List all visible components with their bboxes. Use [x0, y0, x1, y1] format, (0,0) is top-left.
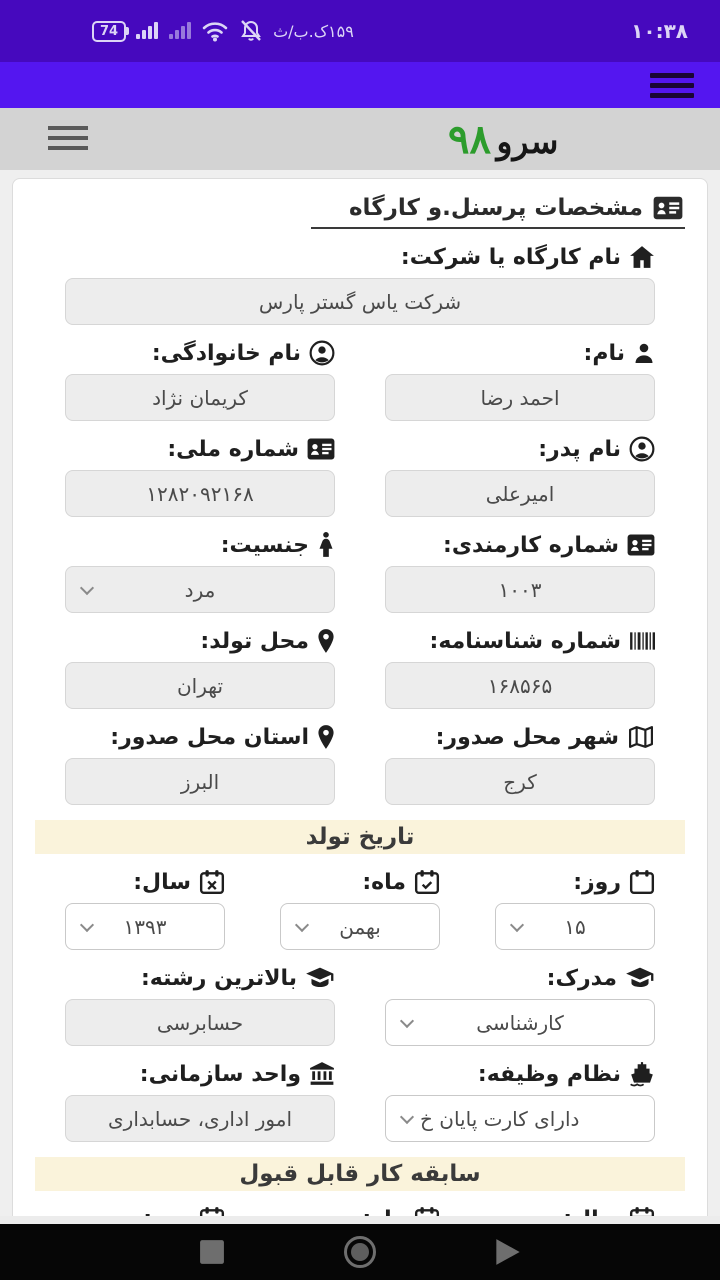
- birth-day-label: روز:: [495, 867, 655, 897]
- study-field-input[interactable]: حسابرسی: [65, 999, 335, 1046]
- chevron-down-icon: [80, 580, 94, 594]
- birth-month-select[interactable]: بهمن: [280, 903, 440, 950]
- issue-city-input[interactable]: کرج: [385, 758, 655, 805]
- wifi-icon: [201, 19, 229, 43]
- degree-select[interactable]: کارشناسی: [385, 999, 655, 1046]
- battery-icon: [92, 21, 126, 42]
- map-pin-icon: [317, 724, 335, 750]
- map-icon: [627, 725, 655, 749]
- recents-icon[interactable]: [199, 1239, 225, 1265]
- id-card-icon: [653, 195, 683, 221]
- birth-cert-input[interactable]: ۱۶۸۵۶۵: [385, 662, 655, 709]
- birth-place-label: محل تولد:: [65, 626, 335, 656]
- calendar-icon: [629, 869, 655, 895]
- national-id-input[interactable]: ۱۲۸۲۰۹۲۱۶۸: [65, 470, 335, 517]
- military-select[interactable]: دارای کارت پایان خ: [385, 1095, 655, 1142]
- issue-city-label: شهر محل صدور:: [385, 722, 655, 752]
- first-name-label: نام:: [385, 338, 655, 368]
- ship-icon: [629, 1061, 655, 1087]
- company-label: نام کارگاه یا شرکت:: [65, 242, 655, 272]
- barcode-icon: [629, 629, 655, 653]
- site-menu-icon[interactable]: [48, 126, 88, 150]
- user-icon: [633, 341, 655, 365]
- org-unit-label: واحد سازمانی:: [65, 1059, 335, 1089]
- bell-muted-icon: [238, 19, 264, 43]
- signal2-icon: [168, 20, 192, 42]
- national-id-label: شماره ملی:: [65, 434, 335, 464]
- degree-label: مدرک:: [385, 963, 655, 993]
- birth-place-input[interactable]: تهران: [65, 662, 335, 709]
- female-icon: [317, 532, 335, 558]
- home-nav-icon[interactable]: [343, 1235, 377, 1269]
- chevron-down-icon: [295, 917, 309, 931]
- calendar-check-icon: [414, 869, 440, 895]
- chevron-down-icon: [400, 1013, 414, 1027]
- military-label: نظام وظیفه:: [385, 1059, 655, 1089]
- graduation-cap-icon: [305, 966, 335, 990]
- first-name-input[interactable]: احمد رضا: [385, 374, 655, 421]
- birth-cert-label: شماره شناسنامه:: [385, 626, 655, 656]
- form-title: [311, 193, 685, 229]
- form-title-text: مشخصات پرسنل.و کارگاه: [348, 195, 643, 221]
- company-input[interactable]: شرکت یاس گستر پارس: [65, 278, 655, 325]
- chevron-down-icon: [400, 1109, 414, 1123]
- app-logo: [448, 116, 558, 163]
- form-card: [12, 178, 708, 1280]
- last-name-input[interactable]: کریمان نژاد: [65, 374, 335, 421]
- chevron-down-icon: [80, 917, 94, 931]
- id-card-icon: [627, 533, 655, 557]
- signal-icon: [135, 20, 159, 42]
- calendar-x-icon: [199, 869, 225, 895]
- home-icon: [629, 245, 655, 269]
- user-circle-icon: [309, 340, 335, 366]
- employee-no-input[interactable]: ۱۰۰۳: [385, 566, 655, 613]
- status-bar: [0, 0, 720, 62]
- menu-icon[interactable]: [650, 73, 694, 98]
- birth-month-label: ماه:: [280, 867, 440, 897]
- org-unit-input[interactable]: امور اداری، حسابداری: [65, 1095, 335, 1142]
- birth-day-select[interactable]: ۱۵: [495, 903, 655, 950]
- network-speed: ۱۵۹ک.ب/ث: [273, 21, 354, 41]
- birth-year-label: سال:: [65, 867, 225, 897]
- logo-text: سرو: [496, 122, 559, 161]
- clock: ۱۰:۳۸: [631, 19, 688, 43]
- android-nav-bar: [0, 1216, 720, 1280]
- father-name-label: نام پدر:: [385, 434, 655, 464]
- battery-percent: 74: [100, 23, 119, 39]
- id-card-icon: [307, 437, 335, 461]
- employee-no-label: شماره کارمندی:: [385, 530, 655, 560]
- graduation-cap-icon: [625, 966, 655, 990]
- issue-province-label: استان محل صدور:: [65, 722, 335, 752]
- birth-year-select[interactable]: ۱۳۹۳: [65, 903, 225, 950]
- birth-date-section-header: تاریخ تولد: [35, 820, 685, 854]
- user-circle-icon: [629, 436, 655, 462]
- bank-icon: [309, 1061, 335, 1087]
- status-icons: [92, 19, 354, 43]
- map-pin-icon: [317, 628, 335, 654]
- father-name-input[interactable]: امیرعلی: [385, 470, 655, 517]
- back-icon[interactable]: [495, 1238, 521, 1266]
- app-bar: [0, 62, 720, 108]
- issue-province-input[interactable]: البرز: [65, 758, 335, 805]
- logo-number: ۹۸: [448, 116, 491, 163]
- experience-section-header: سابقه کار قابل قبول: [35, 1157, 685, 1191]
- chevron-down-icon: [510, 917, 524, 931]
- gender-select[interactable]: مرد: [65, 566, 335, 613]
- study-field-label: بالاترین رشته:: [65, 963, 335, 993]
- last-name-label: نام خانوادگی:: [65, 338, 335, 368]
- gender-label: جنسیت:: [65, 530, 335, 560]
- site-header: [0, 108, 720, 170]
